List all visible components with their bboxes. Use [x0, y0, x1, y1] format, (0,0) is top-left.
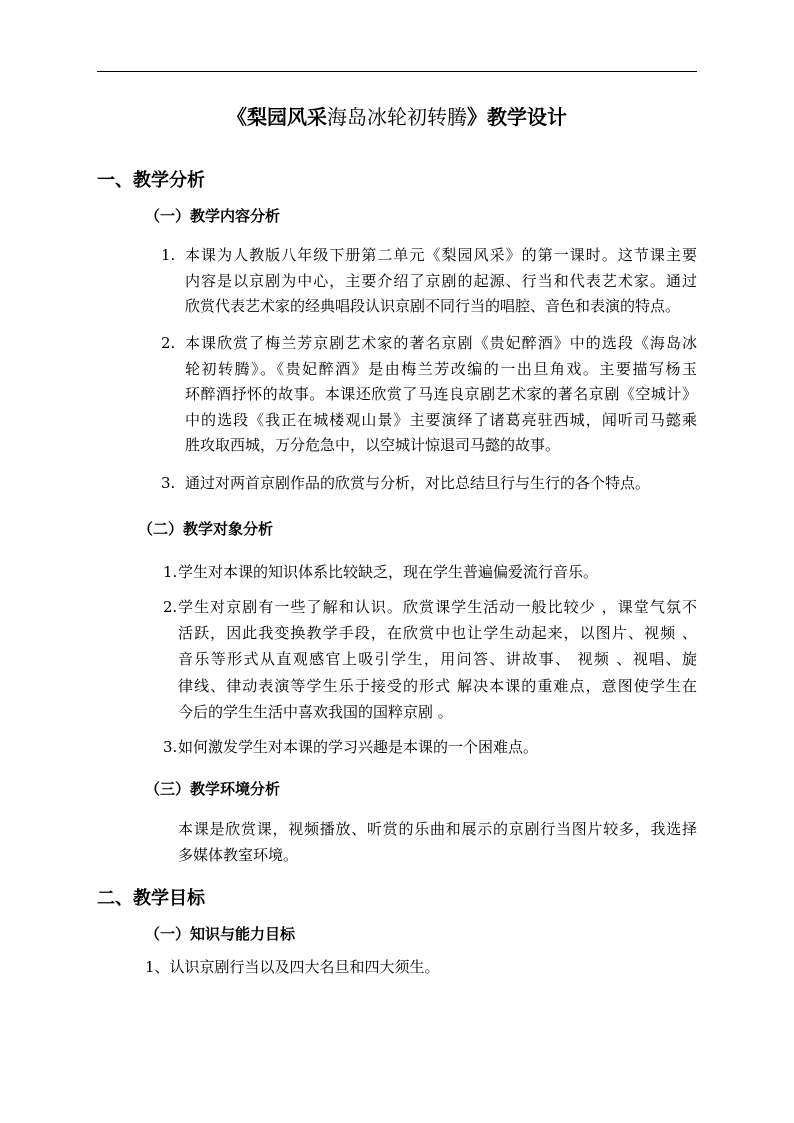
text-line: 胜攻取西城，万分危急中，以空城计惊退司马懿的故事。	[185, 436, 561, 455]
document-title	[97, 103, 697, 131]
list-number: 3.	[161, 474, 176, 492]
subsection-heading-content: （一）教学内容分析	[145, 207, 281, 225]
header-rule	[97, 71, 697, 72]
title-bold-start: 《梨园风采	[227, 105, 327, 129]
text-line: 活跃，因此我变换教学手段，在欣赏中也让学生动起来，以图片、视频 、	[178, 624, 697, 643]
title-bold-end: 》教学设计	[467, 105, 567, 129]
list-text	[185, 243, 697, 320]
paragraph	[178, 816, 697, 868]
list-text	[185, 331, 697, 459]
text-line: 本课欣赏了梅兰芳京剧艺术家的著名京剧《贵妃醉酒》中的选段《海岛冰	[185, 334, 697, 352]
title-song-name: 海岛冰轮初转腾	[327, 105, 467, 129]
subsection-heading-students: （二）教学对象分析	[138, 520, 274, 538]
text-line: 学生对本课的知识体系比较缺乏，现在学生普遍偏爱流行音乐。	[178, 563, 599, 581]
text-line: 今后的学生生活中喜欢我国的国粹京剧 。	[178, 702, 453, 721]
text-line: 本课为人教版八年级下册第二单元《梨园风采》的第一课时。这节课主要	[185, 246, 697, 264]
text-line: 多媒体教室环境。	[178, 846, 299, 864]
list-number: 1.	[163, 563, 178, 581]
text-line: 律线、律动表演等学生乐于接受的形式 解决本课的重难点，意图使学生在	[178, 676, 697, 695]
text-line: 内容是以京剧为中心，主要介绍了京剧的起源、行当和代表艺术家。通过	[185, 271, 697, 290]
list-number: 3.	[163, 738, 178, 756]
text-line: 本课是欣赏课，视频播放、听赏的乐曲和展示的京剧行当图片较多，我选择	[178, 820, 697, 838]
text-line: 如何激发学生对本课的学习兴趣是本课的一个困难点。	[178, 738, 539, 756]
list-item	[145, 955, 440, 981]
text-line: 欣赏代表艺术家的经典唱段认识京剧不同行当的唱腔、音色和表演的特点。	[185, 297, 681, 316]
list-text	[178, 735, 697, 761]
subsection-heading-environment: （三）教学环境分析	[145, 780, 281, 798]
text-line: 通过对两首京剧作品的欣赏与分析，对比总结旦行与生行的各个特点。	[185, 474, 651, 492]
list-number: 2.	[163, 598, 178, 616]
list-text	[178, 594, 697, 725]
text-line: 学生对京剧有一些了解和认识。欣赏课学生活动一般比较少 ，课堂气氛不	[178, 598, 697, 616]
section-heading-objectives: 二、教学目标	[97, 888, 205, 909]
text-line: 音乐等形式从直观感官上吸引学生，用问答、讲故事、 视频 、视唱、旋	[178, 650, 697, 669]
list-text	[178, 560, 697, 586]
text-line: 轮初转腾》。《贵妃醉酒》是由梅兰芳改编的一出旦角戏。主要描写杨玉	[185, 359, 697, 378]
text-line: 中的选段《我正在城楼观山景》主要演绎了诸葛亮驻西城，闻听司马懿乘	[185, 410, 697, 429]
list-number: 1、	[145, 958, 170, 976]
section-heading-analysis: 一、教学分析	[97, 170, 205, 191]
list-text	[185, 471, 697, 497]
subsection-heading-knowledge: （一）知识与能力目标	[145, 925, 296, 943]
list-number: 2.	[161, 334, 176, 352]
text-line: 认识京剧行当以及四大名旦和四大须生。	[169, 958, 440, 976]
text-line: 环醉酒抒怀的故事。本课还欣赏了马连良京剧艺术家的著名京剧《空城计》	[185, 385, 697, 404]
list-number: 1.	[161, 246, 176, 264]
